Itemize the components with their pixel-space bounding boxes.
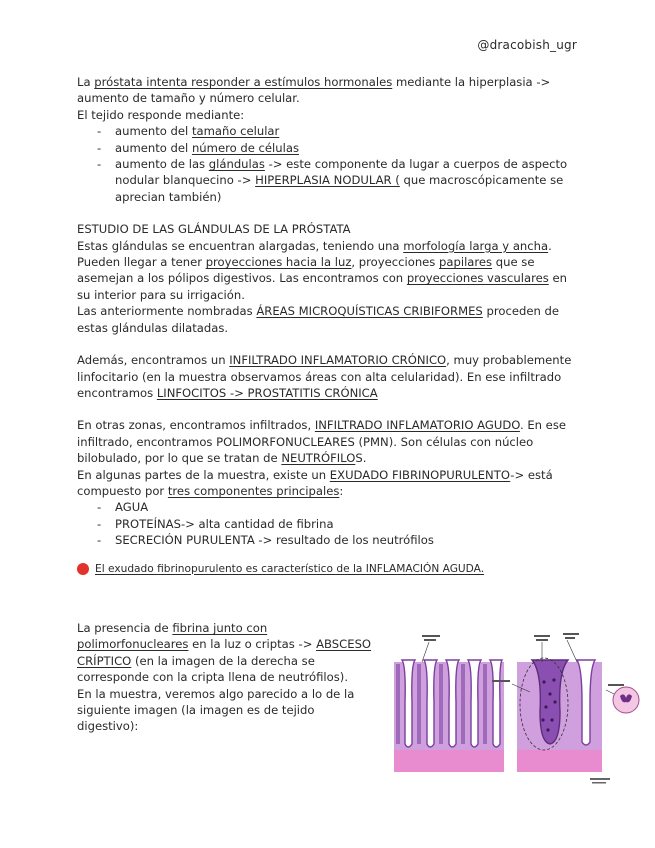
paragraph-chronic-infiltrate: Además, encontramos un INFILTRADO INFLAMATORIO CRÓNICO, muy probablemente linfocitario (en la muestra observamos áreas con alta celularidad). En ese infiltrado encontramos LINFOCITOS -> PROSTATITIS CRÓNICA [77,353,572,400]
response-list [77,123,577,205]
red-circle-icon [77,563,89,575]
notes-body [77,74,577,577]
crypt-abscess-illustration [392,632,642,787]
list-item: - aumento del tamaño celular [115,123,577,139]
exudate-components-list [77,499,577,548]
list-item: - aumento del número de células [115,140,577,156]
list-item: - PROTEÍNAS-> alta cantidad de fibrina [115,516,577,532]
list-item: - SECRECIÓN PURULENTA -> resultado de los neutrófilos [115,532,577,548]
paragraph-glands: Estas glándulas se encuentran alargadas, teniendo una morfología larga y ancha. Pueden llegar a tener proyecciones hacia la luz, proyecciones papilares que se asemejan a los pólipos digestivos. Las encontramos con proyecciones vasculares en su interior para su irrigación. [77,238,567,302]
paragraph-exudate: En algunas partes de la muestra, existe un EXUDADO FIBRINOPURULENTO-> está compuesto por tres componentes principales: [77,467,553,498]
abscess-crypt-drawing [517,658,602,772]
key-note-text: El exudado fibrinopurulento es característico de la INFLAMACIÓN AGUDA. [95,562,485,575]
paragraph-response-intro: El tejido responde mediante: [77,107,245,122]
section-title-glands: ESTUDIO DE LAS GLÁNDULAS DE LA PRÓSTATA [77,222,351,237]
list-item: - aumento de las glándulas -> este componente da lugar a cuerpos de aspecto nodular blanquecino -> HIPERPLASIA NODULAR ( que macroscópicamente se aprecian también) [115,156,577,205]
paragraph-crypt-abscess: La presencia de fibrina junto con polimorfonucleares en la luz o criptas -> ABSCESO CRÍPTICO (en la imagen de la derecha se corresponde con la cripta llena de neutrófilos). En la muestra, veremos algo parecido a lo de la siguiente imagen (la imagen es de tejido digestivo): [77,620,377,735]
list-item: - AGUA [115,499,577,515]
paragraph-acute-infiltrate: En otras zonas, encontramos infiltrados, INFILTRADO INFLAMATORIO AGUDO. En ese infiltrado, encontramos POLIMORFONUCLEARES (PMN). Son células con núcleo bilobulado, por lo que se tratan de NEUTRÓFILOS. [77,418,566,466]
neutrophil-inset [613,687,639,713]
paragraph-cribiform: Las anteriormente nombradas ÁREAS MICROQUÍSTICAS CRIBIFORMES proceden de estas glándulas dilatadas. [77,304,559,335]
key-note [77,561,577,577]
paragraph-hyperplasia: La próstata intenta responder a estímulos hormonales mediante la hiperplasia -> aumento de tamaño y número celular. [77,75,551,106]
normal-crypts-drawing [394,660,504,772]
paragraph-sample-note: En la muestra, veremos algo parecido a lo de la siguiente imagen (la imagen es de tejido digestivo): [77,686,355,734]
author-handle: @dracobish_ugr [477,38,577,52]
